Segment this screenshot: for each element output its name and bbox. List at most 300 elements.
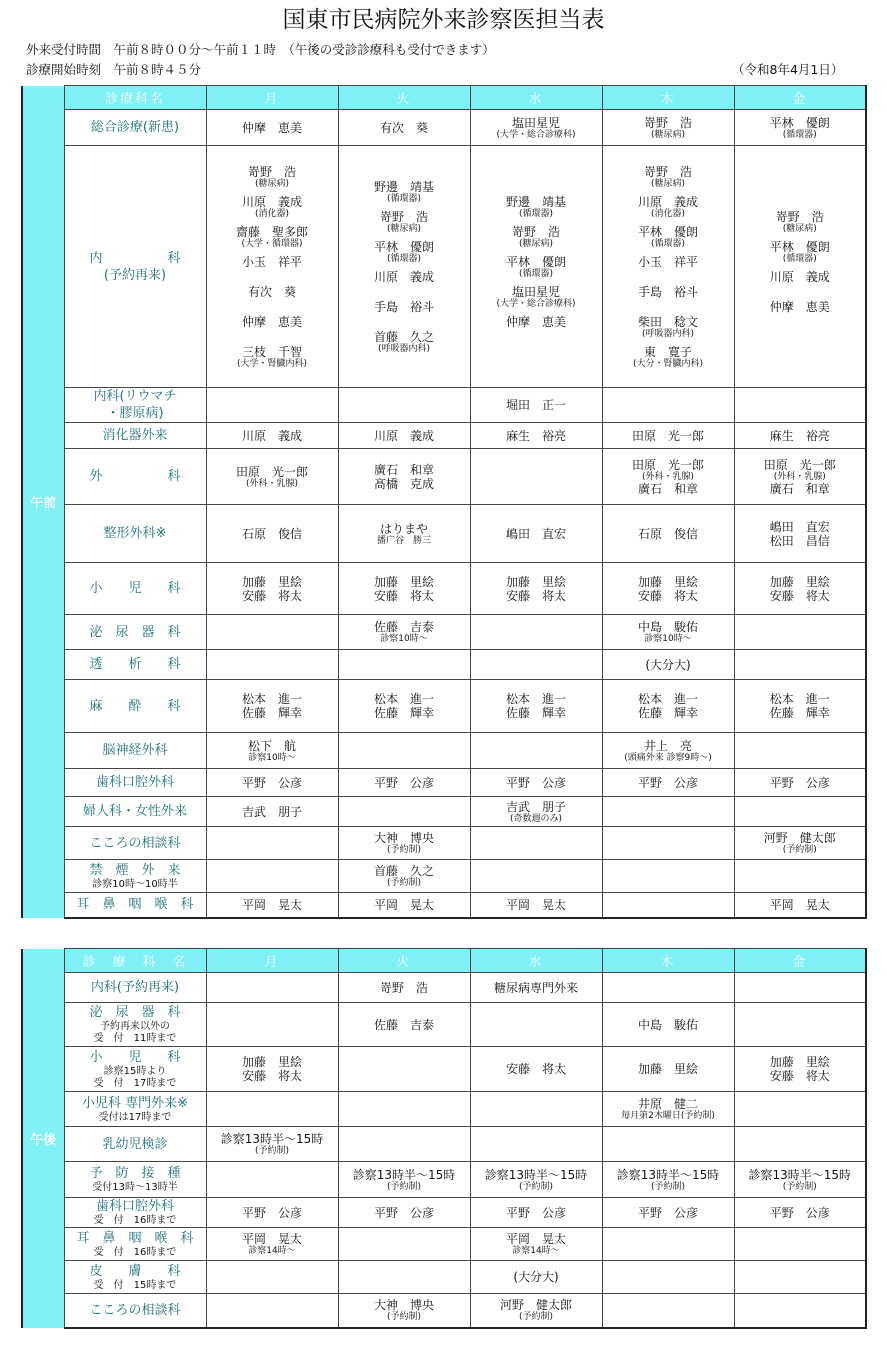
- doctor-name: 小玉 祥平: [637, 254, 698, 269]
- doctor-name: 嵜野 浩: [379, 980, 428, 995]
- doctor-name: 加藤 里絵: [769, 1055, 830, 1069]
- doctor-name: 齋藤 聖多郎: [235, 224, 308, 239]
- doctor-name: 佐藤 吉泰: [373, 620, 434, 634]
- department-label: 泌 尿 器 科: [89, 1005, 181, 1020]
- doctor-name: 佐藤 輝幸: [637, 706, 698, 720]
- schedule-cell: [602, 1092, 734, 1127]
- schedule-cell: [338, 973, 470, 1003]
- schedule-cell: [206, 650, 338, 680]
- doctor-name: 川原 義成: [373, 269, 434, 284]
- schedule-cell: [338, 733, 470, 769]
- doctor-name: 中島 駿佑: [637, 1017, 698, 1032]
- schedule-cell: [602, 860, 734, 893]
- schedule-cell: [206, 1294, 338, 1328]
- doctor-note: (予約制): [386, 845, 422, 855]
- schedule-cell: [206, 1092, 338, 1127]
- schedule-cell: [338, 146, 470, 388]
- spacer: [471, 329, 602, 339]
- department-sublabel: ・膠原病): [106, 406, 164, 421]
- department-label: 麻 酔 科: [89, 698, 181, 714]
- spacer: [207, 299, 338, 309]
- doctor-name: 平林 優朗: [769, 239, 830, 254]
- schedule-cell: [470, 973, 602, 1003]
- table-row: [22, 505, 866, 563]
- doctor-name: 嵜野 浩: [247, 164, 296, 179]
- doctor-note: 診察14時～: [512, 1246, 560, 1256]
- schedule-cell: [734, 1261, 866, 1294]
- day-header: 金: [734, 949, 866, 973]
- doctor-note: (消化器): [254, 208, 290, 219]
- doctor-name: 三枝 千智: [241, 344, 302, 359]
- doctor-name: 平野 公彦: [769, 1205, 830, 1220]
- doctor-name: (大分大): [645, 657, 691, 672]
- doctor-name: 髙橋 克成: [373, 476, 434, 491]
- department-note: 受 付 16時まで: [93, 1246, 177, 1258]
- doctor-name: 加藤 里絵: [241, 1055, 302, 1069]
- schedule-cell: [734, 973, 866, 1003]
- day-header: 水: [470, 86, 602, 110]
- day-header: 火: [338, 949, 470, 973]
- doctor-name: 加藤 里絵: [637, 574, 698, 589]
- doctor-name: 加藤 里絵: [769, 574, 830, 589]
- department-label: 歯科口腔外科: [95, 775, 174, 790]
- doctor-name: 野邊 靖基: [505, 194, 566, 209]
- table-row: [22, 1228, 866, 1261]
- schedule-cell: [338, 893, 470, 918]
- department-label: 小 児 科: [89, 1049, 181, 1065]
- doctor-note: 毎月第2木曜日(予約制): [621, 1111, 715, 1121]
- schedule-cell: [734, 797, 866, 827]
- doctor-name: 河野 健太郎: [499, 1298, 572, 1313]
- spacer: [207, 329, 338, 339]
- schedule-cell: [602, 769, 734, 797]
- schedule-cell: [602, 680, 734, 733]
- doctor-name: 田原 光一郎: [631, 457, 704, 472]
- doctor-note: (大分・腎臓内科): [632, 358, 704, 369]
- doctor-name: 安藤 将太: [241, 588, 302, 603]
- doctor-name: 嶋田 直宏: [769, 519, 830, 534]
- schedule-cell: [338, 110, 470, 146]
- schedule-cell: [206, 893, 338, 918]
- doctor-name: 廣石 和章: [637, 481, 698, 496]
- doctor-note: (頭痛外来 診察9時～): [624, 752, 712, 763]
- schedule-cell: [602, 1003, 734, 1047]
- schedule-cell: [470, 1261, 602, 1294]
- table-row: [22, 146, 866, 388]
- table-row: [22, 1127, 866, 1162]
- doctor-note: (予約制): [518, 1312, 554, 1323]
- afternoon-schedule-table: [21, 948, 867, 1329]
- doctor-name: 中島 駿佑: [637, 620, 698, 634]
- department-column-header: 診 療 科 名: [64, 949, 206, 973]
- doctor-name: 首藤 久之: [373, 864, 434, 878]
- department-label: 耳 鼻 咽 喉 科: [76, 897, 194, 913]
- spacer: [735, 314, 866, 324]
- schedule-cell: [602, 650, 734, 680]
- schedule-cell: [602, 893, 734, 918]
- schedule-cell: [734, 1162, 866, 1198]
- schedule-cell: [602, 423, 734, 449]
- schedule-cell: [734, 860, 866, 893]
- department-name: [64, 1261, 206, 1294]
- doctor-name: 佐藤 輝幸: [373, 706, 434, 720]
- doctor-name: 塩田星児: [511, 284, 560, 299]
- schedule-cell: [734, 769, 866, 797]
- doctor-note: (循環器): [518, 208, 554, 219]
- schedule-cell: [602, 1228, 734, 1261]
- department-label: 小 児 科: [89, 581, 181, 596]
- doctor-name: 有次 葵: [247, 284, 296, 299]
- doctor-name: 佐藤 輝幸: [241, 706, 302, 720]
- doctor-name: 嵜野 浩: [511, 224, 560, 239]
- doctor-name: 平岡 晃太: [373, 897, 434, 912]
- schedule-cell: [602, 1198, 734, 1228]
- doctor-name: 東 寛子: [643, 344, 692, 359]
- schedule-cell: [338, 1162, 470, 1198]
- doctor-note: (外科・乳腺): [773, 471, 826, 482]
- schedule-cell: [734, 680, 866, 733]
- schedule-cell: [338, 860, 470, 893]
- department-label: 乳幼児検診: [102, 1136, 168, 1152]
- doctor-name: 松本 進一: [373, 692, 434, 706]
- table-row: [22, 733, 866, 769]
- table-row: [22, 1092, 866, 1127]
- schedule-cell: [206, 860, 338, 893]
- schedule-cell: [206, 1162, 338, 1198]
- schedule-cell: [734, 505, 866, 563]
- table-row: [22, 650, 866, 680]
- department-label: 整形外科※: [103, 526, 167, 541]
- schedule-cell: [602, 797, 734, 827]
- table-row: [22, 1003, 866, 1047]
- doctor-name: 河野 健太郎: [763, 831, 836, 845]
- doctor-name: 佐藤 輝幸: [769, 706, 830, 720]
- schedule-cell: [602, 110, 734, 146]
- doctor-name: 安藤 将太: [637, 588, 698, 603]
- department-label: 内科(予約再来): [90, 980, 180, 995]
- schedule-cell: [470, 1162, 602, 1198]
- department-note: 受付は17時まで: [98, 1111, 172, 1123]
- spacer: [207, 269, 338, 279]
- department-name: [64, 1127, 206, 1162]
- doctor-note: (予約制): [254, 1146, 290, 1156]
- doctor-name: 石原 俊信: [241, 526, 302, 541]
- doctor-note: (予約制): [386, 878, 422, 888]
- day-header: 金: [734, 86, 866, 110]
- doctor-name: 柴田 稔文: [637, 314, 698, 329]
- doctor-name: 加藤 里絵: [637, 1062, 698, 1076]
- doctor-name: 加藤 里絵: [373, 574, 434, 589]
- schedule-cell: [206, 563, 338, 615]
- schedule-cell: [470, 769, 602, 797]
- schedule-cell: [338, 388, 470, 423]
- spacer: [603, 269, 734, 279]
- doctor-name: はりまや: [379, 521, 428, 536]
- schedule-cell: [734, 423, 866, 449]
- doctor-name: 手島 裕斗: [373, 299, 434, 314]
- schedule-cell: [338, 827, 470, 860]
- schedule-cell: [338, 680, 470, 733]
- doctor-name: 佐藤 吉泰: [373, 1017, 434, 1032]
- department-label: 耳 鼻 咽 喉 科: [76, 1230, 194, 1246]
- department-name: [64, 1162, 206, 1198]
- doctor-name: 平林 優朗: [637, 224, 698, 239]
- schedule-cell: [602, 1127, 734, 1162]
- schedule-cell: [206, 733, 338, 769]
- effective-date: （令和8年4月1日）: [732, 62, 844, 77]
- doctor-note: (予約制): [386, 1181, 422, 1192]
- schedule-cell: [206, 1228, 338, 1261]
- schedule-cell: [206, 1127, 338, 1162]
- doctor-name: 診察13時半～15時: [352, 1167, 456, 1182]
- doctor-note: (循環器): [650, 238, 686, 249]
- department-name: [64, 797, 206, 827]
- doctor-name: 堀田 正一: [505, 398, 566, 412]
- doctor-name: 井原 健二: [637, 1097, 698, 1111]
- department-note: 受 付 16時まで: [93, 1215, 177, 1226]
- doctor-note: (外科・乳腺): [641, 471, 695, 482]
- schedule-cell: [206, 680, 338, 733]
- doctor-name: 糖尿病専門外来: [493, 980, 578, 995]
- table-row: [22, 110, 866, 146]
- department-name: [64, 1047, 206, 1092]
- doctor-note: 診察10時～: [248, 752, 296, 763]
- doctor-name: 安藤 将太: [769, 588, 830, 603]
- doctor-name: 安藤 将太: [769, 1069, 830, 1083]
- morning-schedule-table: [21, 85, 867, 919]
- table-row: [22, 1047, 866, 1092]
- doctor-note: (予約制): [518, 1181, 554, 1192]
- doctor-note: (循環器): [518, 268, 554, 279]
- schedule-cell: [734, 388, 866, 423]
- schedule-cell: [206, 110, 338, 146]
- schedule-cell: [734, 110, 866, 146]
- reception-hours: 外来受付時間 午前８時００分～午前１１時 （午後の受診診療科も受付できます）: [26, 42, 495, 57]
- doctor-name: 田原 光一郎: [631, 428, 704, 443]
- schedule-cell: [338, 1198, 470, 1228]
- schedule-cell: [734, 1127, 866, 1162]
- doctor-note: (呼吸器内科): [377, 343, 431, 354]
- schedule-cell: [470, 1047, 602, 1092]
- schedule-cell: [470, 893, 602, 918]
- doctor-note: (呼吸器内科): [641, 328, 695, 339]
- department-sublabel: (予約再来): [103, 267, 167, 283]
- doctor-name: 塩田星児: [511, 115, 560, 130]
- schedule-cell: [470, 827, 602, 860]
- schedule-cell: [734, 1228, 866, 1261]
- doctor-name: 診察13時半～15時: [220, 1132, 324, 1146]
- doctor-name: 廣石 和章: [769, 481, 830, 496]
- spacer: [735, 284, 866, 294]
- schedule-cell: [602, 973, 734, 1003]
- department-name: [64, 1003, 206, 1047]
- doctor-name: 有次 葵: [379, 120, 428, 135]
- doctor-name: 吉武 朋子: [505, 799, 566, 814]
- schedule-cell: [338, 563, 470, 615]
- schedule-cell: [206, 505, 338, 563]
- department-name: [64, 110, 206, 146]
- doctor-name: 嵜野 浩: [775, 209, 824, 224]
- doctor-name: 嶋田 直宏: [505, 526, 566, 541]
- doctor-name: 松本 進一: [637, 692, 698, 706]
- schedule-cell: [734, 893, 866, 918]
- table-row: [22, 615, 866, 650]
- department-name: [64, 423, 206, 449]
- doctor-name: 平野 公彦: [505, 1205, 566, 1220]
- schedule-cell: [206, 973, 338, 1003]
- schedule-cell: [338, 1261, 470, 1294]
- doctor-name: 麻生 裕亮: [505, 428, 566, 443]
- spacer: [603, 299, 734, 309]
- schedule-cell: [470, 733, 602, 769]
- doctor-name: 平林 優朗: [373, 239, 434, 254]
- doctor-name: 診察13時半～15時: [748, 1167, 852, 1182]
- schedule-cell: [338, 1003, 470, 1047]
- page-title: 国東市民病院外来診察医担当表: [282, 7, 605, 33]
- table-row: [22, 388, 866, 423]
- table-row: [22, 1261, 866, 1294]
- day-header: 水: [470, 949, 602, 973]
- schedule-cell: [734, 733, 866, 769]
- schedule-cell: [206, 1047, 338, 1092]
- doctor-note: (循環器): [782, 129, 817, 140]
- doctor-name: 診察13時半～15時: [484, 1167, 588, 1182]
- schedule-cell: [602, 505, 734, 563]
- doctor-name: 加藤 里絵: [505, 574, 566, 589]
- department-name: [64, 827, 206, 860]
- schedule-cell: [734, 146, 866, 388]
- table-header-row: [22, 949, 866, 973]
- department-note: 診察10時～10時半: [92, 878, 178, 890]
- schedule-cell: [206, 615, 338, 650]
- doctor-name: 平野 公彦: [373, 1205, 434, 1220]
- schedule-cell: [470, 388, 602, 423]
- doctor-name: 麻生 裕亮: [769, 428, 830, 443]
- doctor-name: 大神 博央: [373, 1298, 434, 1313]
- schedule-cell: [206, 827, 338, 860]
- table-row: [22, 893, 866, 918]
- table-row: [22, 563, 866, 615]
- schedule-cell: [602, 563, 734, 615]
- doctor-note: (消化器): [650, 208, 686, 219]
- schedule-cell: [206, 1003, 338, 1047]
- doctor-note: (外科・乳腺): [245, 478, 299, 489]
- table-row: [22, 860, 866, 893]
- day-header: 月: [206, 949, 338, 973]
- schedule-cell: [734, 1047, 866, 1092]
- doctor-name: 平野 公彦: [373, 775, 434, 790]
- department-note: 予約再来以外の: [100, 1021, 170, 1032]
- doctor-name: 嵜野 浩: [643, 115, 692, 130]
- schedule-cell: [470, 650, 602, 680]
- department-name: [64, 680, 206, 733]
- session-label: 午前: [22, 86, 64, 918]
- day-header: 火: [338, 86, 470, 110]
- doctor-note: (糖尿病): [386, 223, 422, 234]
- department-label: 婦人科・女性外来: [82, 804, 187, 819]
- table-row: [22, 827, 866, 860]
- department-column-header: 診療科名: [64, 86, 206, 110]
- department-label: こころの相談科: [89, 835, 181, 851]
- spacer: [339, 284, 470, 294]
- schedule-cell: [338, 505, 470, 563]
- doctor-note: (糖尿病): [782, 223, 817, 234]
- schedule-cell: [470, 563, 602, 615]
- table-row: [22, 680, 866, 733]
- schedule-cell: [470, 146, 602, 388]
- doctor-name: 野邊 靖基: [373, 179, 434, 194]
- schedule-cell: [338, 1228, 470, 1261]
- schedule-cell: [338, 423, 470, 449]
- doctor-name: 平岡 晃太: [241, 897, 302, 912]
- day-header: 月: [206, 86, 338, 110]
- schedule-cell: [470, 1127, 602, 1162]
- doctor-name: 安藤 将太: [505, 1062, 566, 1076]
- schedule-cell: [734, 449, 866, 505]
- schedule-cell: [470, 1198, 602, 1228]
- schedule-cell: [338, 797, 470, 827]
- doctor-name: 田原 光一郎: [763, 457, 836, 472]
- schedule-cell: [338, 769, 470, 797]
- doctor-name: 小玉 祥平: [241, 254, 302, 269]
- schedule-cell: [470, 1294, 602, 1328]
- department-label: 小児科 専門外来※: [81, 1095, 189, 1111]
- department-name: [64, 146, 206, 388]
- doctor-name: 大神 博央: [373, 831, 434, 845]
- doctor-name: 平岡 晃太: [505, 897, 566, 912]
- doctor-note: 播广谷 勝三: [376, 535, 431, 546]
- doctor-name: 平岡 晃太: [769, 897, 830, 912]
- doctor-note: 診察14時～: [248, 1246, 296, 1256]
- doctor-name: 石原 俊信: [637, 526, 698, 541]
- doctor-note: 診察10時～: [644, 634, 692, 644]
- doctor-name: 川原 義成: [241, 194, 302, 209]
- table-row: [22, 423, 866, 449]
- doctor-name: 平林 優朗: [505, 254, 566, 269]
- schedule-cell: [734, 827, 866, 860]
- doctor-note: (循環器): [386, 253, 422, 264]
- doctor-note: (循環器): [782, 253, 817, 264]
- department-label: 内科(リウマチ: [93, 389, 177, 404]
- schedule-cell: [470, 1228, 602, 1261]
- doctor-note: (糖尿病): [518, 238, 554, 249]
- schedule-cell: [470, 1092, 602, 1127]
- schedule-cell: [206, 449, 338, 505]
- doctor-name: 安藤 将太: [241, 1069, 302, 1083]
- schedule-cell: [470, 110, 602, 146]
- doctor-name: 井上 亮: [643, 738, 692, 753]
- schedule-cell: [602, 449, 734, 505]
- schedule-cell: [206, 423, 338, 449]
- doctor-name: 松本 進一: [505, 692, 566, 706]
- doctor-name: 吉武 朋子: [241, 804, 302, 819]
- doctor-name: 手島 裕斗: [637, 284, 698, 299]
- doctor-name: 平野 公彦: [241, 1205, 302, 1220]
- schedule-cell: [470, 449, 602, 505]
- schedule-cell: [734, 615, 866, 650]
- department-name: [64, 769, 206, 797]
- schedule-cell: [470, 797, 602, 827]
- schedule-cell: [734, 1294, 866, 1328]
- doctor-note: (循環器): [386, 193, 422, 204]
- doctor-name: 平野 公彦: [241, 775, 302, 790]
- schedule-cell: [734, 650, 866, 680]
- department-name: [64, 449, 206, 505]
- doctor-name: 川原 義成: [637, 194, 698, 209]
- doctor-name: 仲摩 恵美: [241, 120, 302, 135]
- doctor-note: (大学・総合診療科): [496, 298, 576, 309]
- department-name: [64, 1228, 206, 1261]
